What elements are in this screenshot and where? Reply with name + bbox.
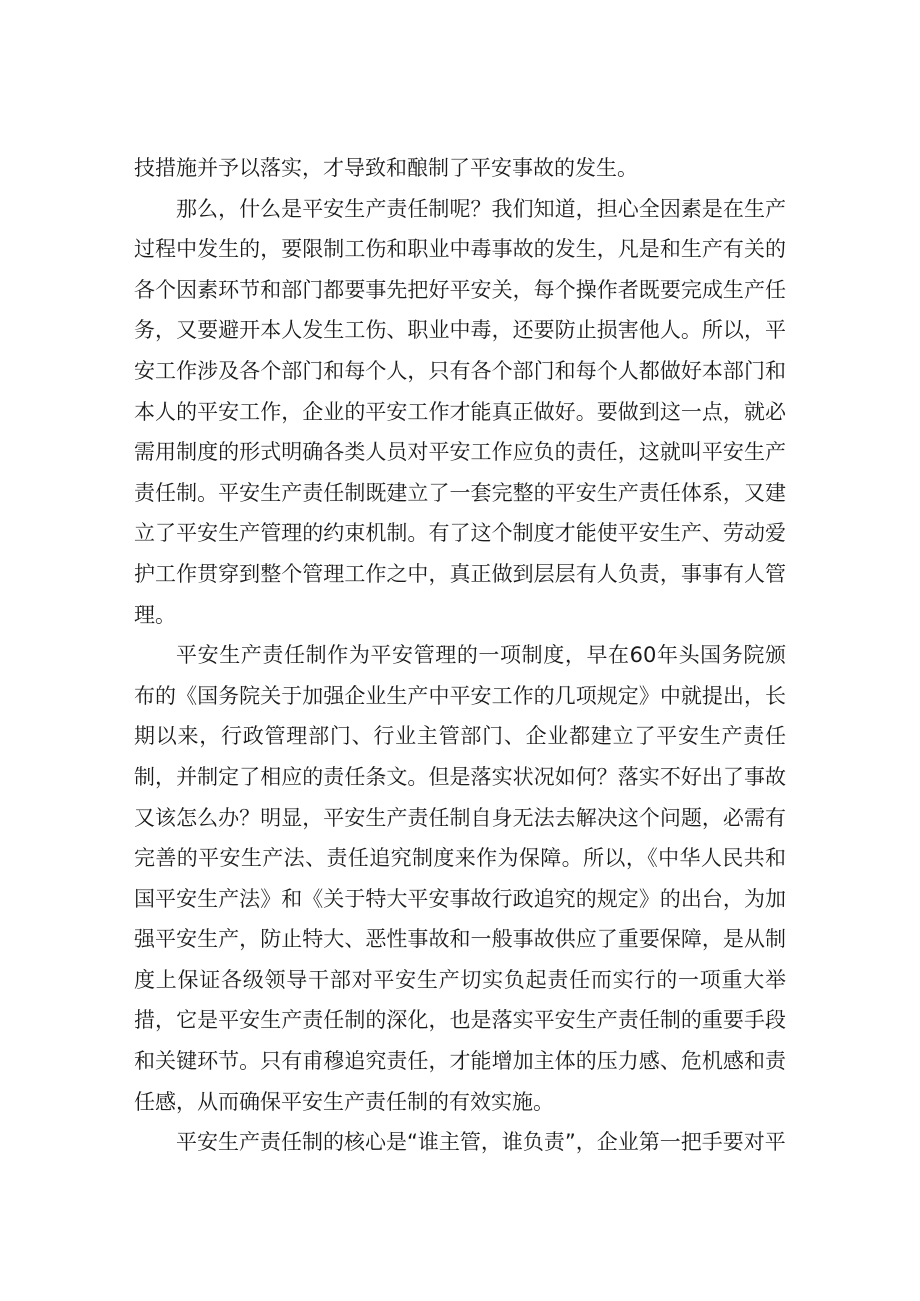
document-body — [134, 148, 786, 1163]
paragraph-history: 平安生产责任制作为平安管理的一项制度，早在60年头国务院颁布的《国务院关于加强企业生产中平安工作的几项规定》中就提出，长期以来，行政管理部门、行业主管部门、企业都建立了平安生产责任制，并制定了相应的责任条文。但是落实状况如何？落实不好出了事故又该怎么办？明显，平安生产责任制自身无法去解决这个问题，必需有完善的平安生产法、责任追究制度来作为保障。所以，《中华人民共和国平安生产法》和《关于特大平安事故行政追究的规定》的出台，为加强平安生产，防止特大、恶性事故和一般事故供应了重要保障，是从制度上保证各级领导干部对平安生产切实负起责任而实行的一项重大举措，它是平安生产责任制的深化，也是落实平安生产责任制的重要手段和关键环节。只有甫穆追究责任，才能增加主体的压力感、危机感和责任感，从而确保平安生产责任制的有效实施。 — [134, 643, 786, 1114]
paragraph-core: 平安生产责任制的核心是“谁主管，谁负责”，企业第一把手要对平 — [176, 1130, 786, 1155]
paragraph-definition: 那么，什么是平安生产责任制呢？我们知道，担心全因素是在生产过程中发生的，要限制工伤和职业中毒事故的发生，凡是和生产有关的各个因素环节和部门都要事先把好平安关，每个操作者既要完成生产任务，又要避开本人发生工伤、职业中毒，还要防止损害他人。所以，平安工作涉及各个部门和每个人，只有各个部门和每个人都做好本部门和本人的平安工作，企业的平安工作才能真正做好。要做到这一点，就必需用制度的形式明确各类人员对平安工作应负的责任，这就叫平安生产责任制。平安生产责任制既建立了一套完整的平安生产责任体系，又建立了平安生产管理的约束机制。有了这个制度才能使平安生产、劳动爱护工作贯穿到整个管理工作之中，真正做到层层有人负责，事事有人管理。 — [134, 196, 786, 627]
paragraph-continuation: 技措施并予以落实，才导致和酿制了平安事故的发生。 — [134, 156, 638, 180]
